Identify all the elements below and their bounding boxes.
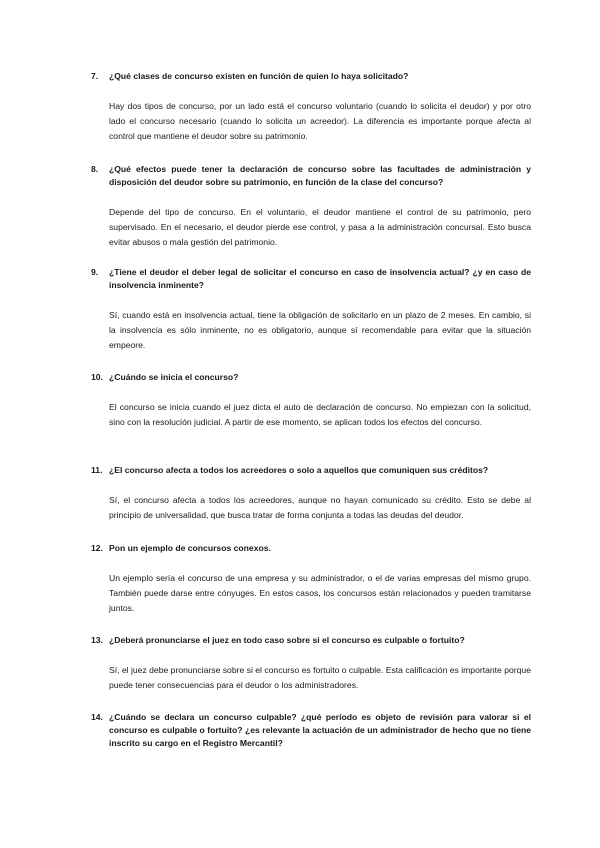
question-block-8 — [91, 163, 531, 250]
question-heading — [91, 634, 531, 647]
question-number: 12. — [91, 543, 103, 553]
question-text: ¿Deberá pronunciarse el juez en todo caso sobre si el concurso es culpable o fortuito? — [109, 635, 465, 645]
question-text: ¿El concurso afecta a todos los acreedores o solo a aquellos que comuniquen sus créditos? — [109, 465, 489, 475]
answer-text: Sí, el concurso afecta a todos los acreedores, aunque no hayan comunicado su crédito. Esto se debe al principio de universalidad, que busca tratar de forma conjunta a todas las deudas del deudor. — [109, 495, 531, 520]
question-text: ¿Qué efectos puede tener la declaración de concurso sobre las facultades de administración y disposición del deudor sobre su patrimonio, en función de la clase del concurso? — [109, 164, 531, 187]
question-block-7 — [91, 70, 531, 144]
question-number: 9. — [91, 267, 99, 277]
question-block-9 — [91, 266, 531, 353]
question-text: Pon un ejemplo de concursos conexos. — [109, 543, 271, 553]
question-text: ¿Qué clases de concurso existen en función de quien lo haya solicitado? — [109, 71, 409, 81]
question-heading — [91, 163, 531, 189]
answer-text: Sí, cuando está en insolvencia actual, tiene la obligación de solicitarlo en un plazo de 2 meses. En cambio, si la insolvencia es sólo inminente, no es obligatorio, aunque sí recomendable para evitar que la situación empeore. — [109, 310, 531, 350]
question-heading — [91, 464, 531, 477]
question-block-13 — [91, 634, 531, 693]
question-number: 11. — [91, 465, 103, 475]
question-number: 10. — [91, 372, 103, 382]
question-heading — [91, 266, 531, 292]
question-text: ¿Cuándo se inicia el concurso? — [109, 372, 239, 382]
question-number: 14. — [91, 712, 103, 722]
question-block-14 — [91, 711, 531, 750]
answer-text: El concurso se inicia cuando el juez dicta el auto de declaración de concurso. No empiezan con la solicitud, sino con la resolución judicial. A partir de ese momento, se aplican todos los efectos del concurso. — [109, 402, 531, 427]
answer-text: Hay dos tipos de concurso, por un lado está el concurso voluntario (cuando lo solicita el deudor) y por otro lado el concurso necesario (cuando lo solicita un acreedor). La diferencia es importante porque afecta al control que mantiene el deudor sobre su patrimonio. — [109, 101, 531, 141]
question-text: ¿Tiene el deudor el deber legal de solicitar el concurso en caso de insolvencia actual? ¿y en caso de insolvencia inminente? — [109, 267, 531, 290]
answer-text: Depende del tipo de concurso. En el voluntario, el deudor mantiene el control de su patrimonio, pero supervisado. En el necesario, el deudor pierde ese control, y pasa a la administración concursal. Esto busca evitar abusos o mala gestión del patrimonio. — [109, 207, 531, 247]
question-block-10 — [91, 371, 531, 430]
question-heading — [91, 70, 531, 83]
question-heading — [91, 711, 531, 750]
question-heading — [91, 542, 531, 555]
question-text: ¿Cuándo se declara un concurso culpable? ¿qué período es objeto de revisión para valorar si el concurso es culpable o fortuito? ¿es relevante la actuación de un administrador de hecho que no tiene inscrito su cargo en el Registro Mercantil? — [109, 712, 531, 748]
question-block-11 — [91, 464, 531, 523]
question-heading — [91, 371, 531, 384]
question-number: 7. — [91, 71, 99, 81]
answer-text: Un ejemplo sería el concurso de una empresa y su administrador, o el de varias empresas del mismo grupo. También puede darse entre cónyuges. En estos casos, los concursos están relacionados y pueden tramitarse juntos. — [109, 573, 531, 613]
question-block-12 — [91, 542, 531, 616]
answer-text: Sí, el juez debe pronunciarse sobre si el concurso es fortuito o culpable. Esta calificación es importante porque puede tener consecuencias para el deudor o los administradores. — [109, 665, 531, 690]
question-number: 8. — [91, 164, 99, 174]
question-number: 13. — [91, 635, 103, 645]
